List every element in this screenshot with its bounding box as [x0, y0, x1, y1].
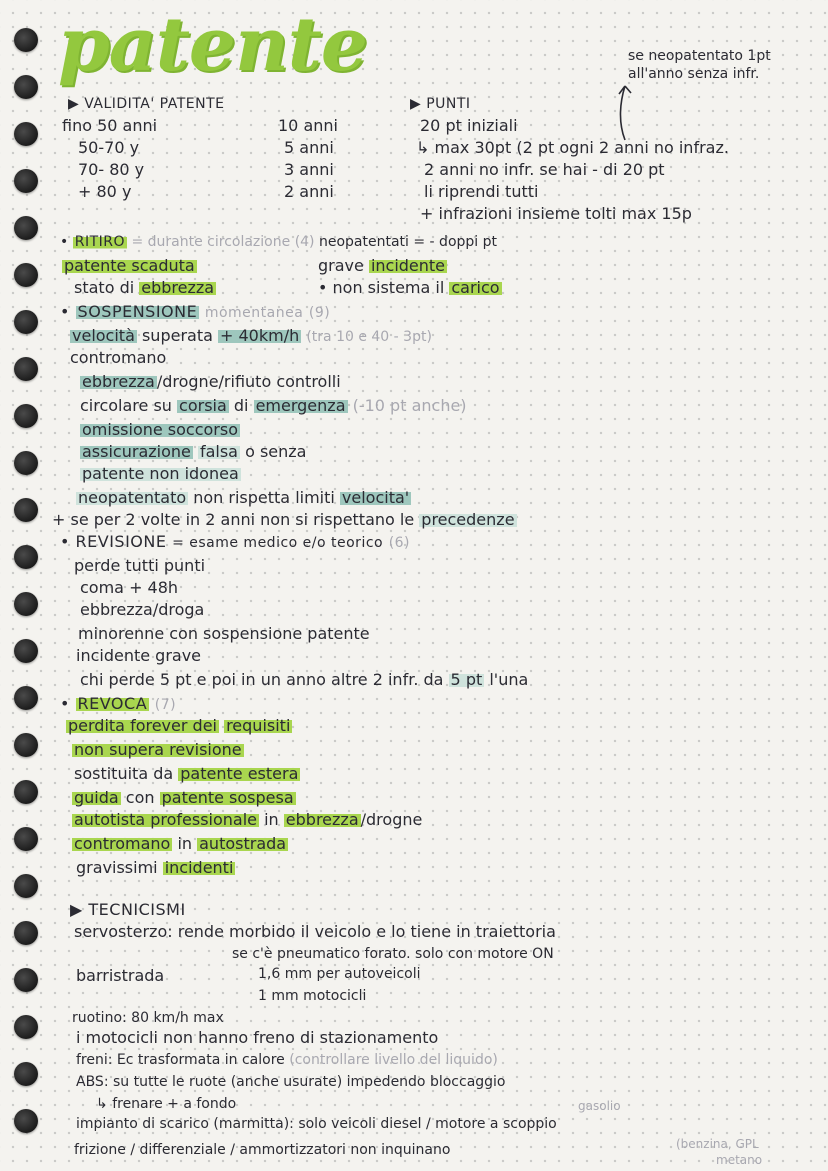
validita-value-2: 5 anni: [284, 138, 334, 157]
sostituita-line: sostituita da patente estera: [74, 764, 299, 783]
ritiro-item-1: patente scaduta: [64, 256, 195, 275]
servosterzo-line-2: se c'è pneumatico forato. solo con motore ON: [232, 946, 554, 962]
note-top-2: all'anno senza infr.: [628, 66, 760, 82]
tecnicismi-heading: ▶ TECNICISMI: [70, 900, 186, 919]
freni-line: freni: Ec trasformata in calore (controllare livello del liquido): [76, 1052, 498, 1068]
ritiro-item-2: grave incidente: [318, 256, 446, 275]
barristrada-line-1: 1,6 mm per autoveicoli: [258, 966, 421, 982]
punti-line-5: + infrazioni insieme tolti max 15p: [420, 204, 692, 223]
validita-value-1: 10 anni: [278, 116, 338, 135]
gravissimi-line: gravissimi incidenti: [76, 858, 234, 877]
corsia-line: circolare su corsia di emergenza (-10 pt anche): [80, 396, 467, 415]
revisione-heading: • REVISIONE = esame medico e/o teorico (6): [60, 532, 411, 551]
benzina-note: (benzina, GPL: [676, 1137, 759, 1151]
ruotino-line: ruotino: 80 km/h max: [72, 1010, 224, 1026]
servosterzo-line: servosterzo: rende morbido il veicolo e lo tiene in traiettoria: [74, 922, 556, 941]
binder-holes: [14, 28, 38, 1158]
abs-line: ABS: su tutte le ruote (anche usurate) impedendo bloccaggio: [76, 1074, 506, 1090]
revisione-item-5: incidente grave: [76, 646, 202, 665]
precedenze-line: + se per 2 volte in 2 anni non si rispettano le precedenze: [52, 510, 515, 529]
punti-line-2: ↳ max 30pt (2 pt ogni 2 anni no infraz.: [416, 138, 729, 157]
barristrada-label: barristrada: [76, 966, 165, 985]
validita-value-4: 2 anni: [284, 182, 334, 201]
sospensione-heading: • SOSPENSIONE momentanea (9): [60, 302, 331, 321]
contromano-autostrada-line: contromano in autostrada: [74, 834, 287, 853]
validita-age-2: 50-70 y: [78, 138, 140, 157]
ritiro-line: • RITIRO = durante circolazione (4) neopatentati = - doppi pt: [60, 234, 497, 250]
punti-heading: ▶ PUNTI: [410, 96, 471, 112]
scarico-line: impianto di scarico (marmitta): solo veicoli diesel / motore a scoppio: [76, 1116, 557, 1132]
validita-age-4: + 80 y: [78, 182, 132, 201]
revisione-item-3: ebbrezza/droga: [80, 600, 205, 619]
revoca-heading: • REVOCA (7): [60, 694, 177, 713]
ritiro-item-4: • non sistema il carico: [318, 278, 500, 297]
frizione-line: frizione / differenziale / ammortizzatori non inquinano: [74, 1142, 451, 1158]
abs-line-2: ↳ frenare + a fondo: [96, 1096, 237, 1112]
autista-line: autotista professionale in ebbrezza /drogne: [74, 810, 423, 829]
guida-line: guida con patente sospesa: [74, 788, 294, 807]
revisione-item-1: perde tutti punti: [74, 556, 206, 575]
revisione-item-2: coma + 48h: [80, 578, 179, 597]
note-top-1: se neopatentato 1pt: [628, 48, 771, 64]
omissione-line: omissione soccorso: [82, 420, 239, 439]
perdita-line: perdita forever dei requisiti: [68, 716, 291, 735]
gasolio-note: gasolio: [578, 1099, 621, 1113]
page-title: patente: [58, 2, 368, 88]
validita-age-1: fino 50 anni: [62, 116, 158, 135]
assicurazione-line: assicurazione falsa o senza: [82, 442, 307, 461]
velocita-line: velocità superata + 40km/h (tra 10 e 40 - 3pt): [72, 326, 432, 345]
punti-line-1: 20 pt iniziali: [420, 116, 518, 135]
validita-age-3: 70- 80 y: [78, 160, 145, 179]
non-supera-line: non supera revisione: [74, 740, 242, 759]
ebbrezza-line: ebbrezza /drogne/rifiuto controlli: [82, 372, 341, 391]
contromano-line: contromano: [70, 348, 167, 367]
up-arrow-icon: [612, 82, 638, 142]
punti-line-3: 2 anni no infr. se hai - di 20 pt: [424, 160, 665, 179]
validita-value-3: 3 anni: [284, 160, 334, 179]
validita-heading: ▶ VALIDITA' PATENTE: [68, 96, 225, 112]
neopatentato-line: neopatentato non rispetta limiti velocita': [78, 488, 410, 507]
patente-non-idonea-line: patente non idonea: [82, 464, 239, 483]
motocicli-line: i motocicli non hanno freno di stazionamento: [76, 1028, 439, 1047]
ritiro-item-3: stato di ebbrezza: [74, 278, 215, 297]
metano-note: metano: [716, 1153, 763, 1167]
revisione-item-4: minorenne con sospensione patente: [78, 624, 370, 643]
barristrada-line-2: 1 mm motocicli: [258, 988, 367, 1004]
punti-line-4: li riprendi tutti: [424, 182, 539, 201]
chi-perde-line: chi perde 5 pt e poi in un anno altre 2 infr. da 5 pt l'una: [80, 670, 529, 689]
